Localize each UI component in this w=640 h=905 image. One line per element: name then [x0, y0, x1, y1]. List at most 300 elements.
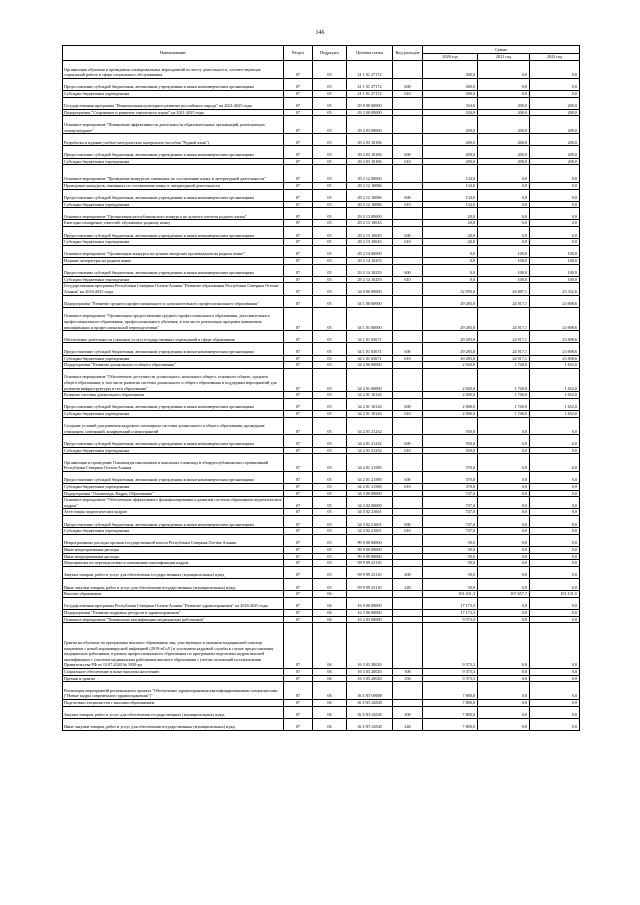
row-subsection: 05: [313, 553, 347, 560]
row-sum-2022: 0,0: [530, 208, 580, 220]
row-name: Предоставление субсидий бюджетным, автономным учреждениям и иным некоммерческим организациям: [63, 189, 284, 201]
row-sum-2022: 0,0: [530, 447, 580, 454]
header-expense-type: Вид расходов: [393, 46, 423, 61]
row-expense-type: 610: [393, 410, 423, 417]
row-expense-type: 200: [393, 566, 423, 578]
row-expense-type: 610: [393, 484, 423, 491]
row-section: 07: [284, 609, 313, 616]
row-sum-2020: 200,0: [423, 134, 478, 146]
table-row: [63, 509, 580, 516]
table-row: [63, 368, 580, 391]
row-name: Проведение конкурсов, связанных по составлению языку в литературной деятельности: [63, 182, 284, 189]
row-name: Предоставление субсидий бюджетным, автономным учреждениям и иным некоммерческим организациям: [63, 78, 284, 90]
row-sum-2022: 25 332,6: [530, 283, 580, 295]
row-sum-2022: 1 652,0: [530, 398, 580, 410]
row-section: 07: [284, 116, 313, 134]
row-subsection: 05: [313, 239, 347, 246]
row-section: 07: [284, 566, 313, 578]
row-sum-2022: 100,0: [530, 276, 580, 283]
row-expense-type: [393, 258, 423, 265]
row-subsection: 05: [313, 410, 347, 417]
row-expense-type: [393, 208, 423, 220]
table-row: [63, 547, 580, 554]
row-subsection: 06: [313, 616, 347, 623]
row-sum-2020: 50,0: [423, 578, 478, 590]
row-name: Развитие системы дошкольного образования: [63, 392, 284, 399]
row-sum-2020: 7 800,0: [423, 706, 478, 718]
row-expense-type: [393, 597, 423, 609]
row-subsection: 05: [313, 368, 347, 391]
row-subsection: 05: [313, 97, 347, 109]
row-sum-2020: 29 283,0: [423, 331, 478, 343]
table-row: [63, 343, 580, 355]
row-sum-2021: 200,0: [478, 109, 530, 116]
row-sum-2022: 0,0: [530, 553, 580, 560]
row-sum-2020: 2 000,0: [423, 410, 478, 417]
table-row: [63, 591, 580, 598]
row-sum-2022: 200,0: [530, 134, 580, 146]
row-name: Основное мероприятие "Организация республиканского конкурса на лучшего учителя родного языка": [63, 208, 284, 220]
row-subsection: 05: [313, 276, 347, 283]
row-expense-type: 600: [393, 343, 423, 355]
row-target: 34 3 02 21601: [347, 509, 393, 516]
row-subsection: 05: [313, 497, 347, 509]
row-target: 29 2 03 10186: [347, 146, 393, 158]
row-target: 29 2 13 10043: [347, 220, 393, 227]
row-sum-2020: 29 283,0: [423, 295, 478, 307]
table-row: [63, 239, 580, 246]
row-sum-2021: 1 740,0: [478, 392, 530, 399]
row-sum-2022: 0,0: [530, 165, 580, 183]
row-sum-2020: 134,0: [423, 201, 478, 208]
row-name: Аттестация педагогических кадров: [63, 509, 284, 516]
table-row: [63, 201, 580, 208]
row-sum-2020: 2 000,0: [423, 398, 478, 410]
row-subsection: 05: [313, 484, 347, 491]
row-target: 29 2 03 10186: [347, 158, 393, 165]
row-target: 99 0 00 00000: [347, 534, 393, 546]
row-name: Предоставление субсидий бюджетным, автономным учреждениям и иным некоммерческим организациям: [63, 264, 284, 276]
row-sum-2020: 2 920,0: [423, 368, 478, 391]
row-section: 07: [284, 220, 313, 227]
row-target: 16 3 03 20020: [347, 668, 393, 675]
row-target: 29 2 00 00000: [347, 109, 393, 116]
row-sum-2021: 0,0: [478, 609, 530, 616]
row-sum-2022: 0,0: [530, 682, 580, 700]
row-name: Премии и гранты: [63, 675, 284, 682]
row-section: 07: [284, 343, 313, 355]
row-subsection: 06: [313, 591, 347, 598]
row-expense-type: [393, 609, 423, 616]
row-section: 07: [284, 509, 313, 516]
row-subsection: 05: [313, 566, 347, 578]
row-expense-type: [393, 560, 423, 567]
row-sum-2020: 747,0: [423, 490, 478, 497]
row-target: 34 3 00 00000: [347, 490, 393, 497]
row-sum-2020: 20,0: [423, 220, 478, 227]
row-section: 07: [284, 97, 313, 109]
row-sum-2022: 0,0: [530, 566, 580, 578]
row-expense-type: 240: [393, 578, 423, 590]
row-sum-2022: 101 131,5: [530, 591, 580, 598]
row-section: 07: [284, 355, 313, 362]
table-row: [63, 227, 580, 239]
row-name: Иные непрограммные расходы: [63, 553, 284, 560]
row-target: 29 2 03 00000: [347, 116, 393, 134]
row-section: 07: [284, 699, 313, 706]
row-sum-2021: 200,0: [478, 158, 530, 165]
table-row: [63, 675, 580, 682]
row-subsection: 05: [313, 78, 347, 90]
row-sum-2022: 23 698,6: [530, 307, 580, 330]
row-name: Субсидии бюджетным учреждениям: [63, 90, 284, 97]
row-section: 07: [284, 239, 313, 246]
row-target: 29 2 03 10186: [347, 134, 393, 146]
row-section: 07: [284, 516, 313, 528]
row-expense-type: [393, 220, 423, 227]
row-subsection: 05: [313, 220, 347, 227]
row-section: 07: [284, 668, 313, 675]
table-row: [63, 447, 580, 454]
row-subsection: 05: [313, 201, 347, 208]
header-subsection: Подраздел: [313, 46, 347, 61]
row-sum-2020: 7 800,0: [423, 699, 478, 706]
row-expense-type: 240: [393, 718, 423, 730]
row-sum-2021: 0,0: [478, 220, 530, 227]
row-section: 07: [284, 534, 313, 546]
row-target: 34 2 01 21580: [347, 454, 393, 472]
row-target: 34 2 01 21232: [347, 447, 393, 454]
row-sum-2022: 23 698,6: [530, 355, 580, 362]
row-subsection: 05: [313, 578, 347, 590]
row-name: Подготовка специалистов с высшим образованием: [63, 699, 284, 706]
table-row: [63, 553, 580, 560]
row-expense-type: [393, 534, 423, 546]
table-row: [63, 134, 580, 146]
row-name: Государственная программа Республики Северная Осетия-Алания "Развитие образования Республики Северная Осетия-Алания" на 2016-2025 годы: [63, 283, 284, 295]
row-sum-2020: 370,0: [423, 484, 478, 491]
row-sum-2020: 0,0: [423, 245, 478, 257]
row-sum-2021: 100,0: [478, 264, 530, 276]
row-name: Основное мероприятие "Обеспечение доступности дошкольного, начального общего, основного общего, среднего общего образования, в том числе развития системы дошкольного и общего образования и поддержки мероприятий для развития инфраструктуры и сети образования": [63, 368, 284, 391]
row-name: Иные закупки товаров, работ и услуг для обеспечения государственных (муниципальных) нужд: [63, 718, 284, 730]
row-name: Реализация мероприятий регионального проекта "Обеспечение здравоохранения квалифицированными специалистами ("Новые кадры современного здравоохранения")": [63, 682, 284, 700]
row-sum-2021: 1 740,0: [478, 368, 530, 391]
row-expense-type: [393, 392, 423, 399]
row-subsection: 06: [313, 668, 347, 675]
row-expense-type: 600: [393, 146, 423, 158]
row-sum-2022: 0,0: [530, 239, 580, 246]
row-name: Субсидии бюджетным учреждениям: [63, 276, 284, 283]
row-sum-2022: 0,0: [530, 78, 580, 90]
row-subsection: 05: [313, 283, 347, 295]
row-expense-type: [393, 616, 423, 623]
row-section: 07: [284, 245, 313, 257]
row-sum-2020: 370,0: [423, 471, 478, 483]
row-sum-2021: 24 917,1: [478, 307, 530, 330]
row-name: Предоставление субсидий бюджетным, автономным учреждениям и иным некоммерческим организациям: [63, 471, 284, 483]
row-subsection: 05: [313, 355, 347, 362]
row-sum-2022: 0,0: [530, 528, 580, 535]
row-sum-2021: 0,0: [478, 484, 530, 491]
row-sum-2022: 1 652,0: [530, 368, 580, 391]
row-sum-2022: 0,0: [530, 61, 580, 79]
row-sum-2022: 0,0: [530, 578, 580, 590]
row-sum-2021: 107 657,7: [478, 591, 530, 598]
row-target: 29 0 00 00000: [347, 97, 393, 109]
row-expense-type: [393, 362, 423, 369]
row-name: Социальное обеспечение и иные выплаты населению: [63, 668, 284, 675]
table-row: [63, 534, 580, 546]
header-year-2020: 2020 год: [423, 54, 478, 61]
row-expense-type: [393, 182, 423, 189]
row-target: 34 2 01 00000: [347, 368, 393, 391]
row-name: Закупка товаров, работ и услуг для обеспечения государственных (муниципальных) нужд: [63, 706, 284, 718]
row-sum-2020: 747,0: [423, 497, 478, 509]
table-row: [63, 182, 580, 189]
row-subsection: 05: [313, 258, 347, 265]
row-expense-type: 600: [393, 471, 423, 483]
row-sum-2021: 24 917,1: [478, 355, 530, 362]
row-section: 07: [284, 331, 313, 343]
row-expense-type: 610: [393, 447, 423, 454]
row-section: 07: [284, 398, 313, 410]
row-target: 34 2 01 21580: [347, 471, 393, 483]
row-name: Подпрограмма "Сохранение и развитие этнического языка" на 2021-2025 годы: [63, 109, 284, 116]
table-row: [63, 165, 580, 183]
row-section: 07: [284, 454, 313, 472]
row-expense-type: [393, 97, 423, 109]
row-sum-2021: 1 740,0: [478, 398, 530, 410]
row-sum-2022: 1 652,0: [530, 410, 580, 417]
row-expense-type: [393, 553, 423, 560]
row-expense-type: [393, 682, 423, 700]
row-expense-type: 610: [393, 201, 423, 208]
row-subsection: 05: [313, 134, 347, 146]
row-sum-2022: 200,0: [530, 158, 580, 165]
row-target: 34 2 01 10126: [347, 410, 393, 417]
row-subsection: 06: [313, 609, 347, 616]
row-expense-type: 200: [393, 706, 423, 718]
row-sum-2021: 0,0: [478, 547, 530, 554]
row-target: 99 9 99 23110: [347, 566, 393, 578]
row-sum-2022: 200,0: [530, 109, 580, 116]
row-sum-2020: 20,0: [423, 208, 478, 220]
row-sum-2020: 300,0: [423, 61, 478, 79]
row-target: 29 2 12 10086: [347, 201, 393, 208]
table-row: [63, 245, 580, 257]
row-subsection: 05: [313, 447, 347, 454]
row-name: Предоставление субсидий бюджетным, автономным учреждениям и иным некоммерческим организациям: [63, 227, 284, 239]
row-sum-2022: 200,0: [530, 116, 580, 134]
row-sum-2020: 300,0: [423, 78, 478, 90]
row-sum-2021: 200,0: [478, 116, 530, 134]
table-row: [63, 362, 580, 369]
row-expense-type: [393, 61, 423, 79]
row-sum-2021: 0,0: [478, 516, 530, 528]
row-name: Субсидии бюджетным учреждениям: [63, 201, 284, 208]
row-section: 07: [284, 61, 313, 79]
row-expense-type: [393, 368, 423, 391]
row-subsection: 05: [313, 61, 347, 79]
row-target: 29 2 14 00000: [347, 245, 393, 257]
row-sum-2021: 0,0: [478, 78, 530, 90]
row-sum-2020: 0,0: [423, 264, 478, 276]
row-sum-2022: 200,0: [530, 97, 580, 109]
row-sum-2021: 26 687,1: [478, 283, 530, 295]
table-row: [63, 116, 580, 134]
row-sum-2021: 200,0: [478, 97, 530, 109]
row-sum-2021: 0,0: [478, 471, 530, 483]
row-expense-type: 600: [393, 227, 423, 239]
table-row: [63, 471, 580, 483]
row-sum-2021: 0,0: [478, 616, 530, 623]
row-sum-2022: 23 698,6: [530, 343, 580, 355]
row-section: 07: [284, 182, 313, 189]
row-sum-2020: 50,0: [423, 566, 478, 578]
budget-table-container: [62, 45, 579, 731]
row-sum-2020: 334,0: [423, 109, 478, 116]
row-sum-2021: 0,0: [478, 597, 530, 609]
row-sum-2020: 101 631,3: [423, 591, 478, 598]
row-subsection: 06: [313, 706, 347, 718]
row-section: 07: [284, 201, 313, 208]
row-target: 34 1 00 00000: [347, 295, 393, 307]
table-row: [63, 258, 580, 265]
row-section: 07: [284, 553, 313, 560]
table-row: [63, 276, 580, 283]
row-subsection: 05: [313, 362, 347, 369]
row-sum-2022: 100,0: [530, 258, 580, 265]
row-sum-2020: 29 283,0: [423, 343, 478, 355]
row-section: 07: [284, 435, 313, 447]
row-sum-2022: 100,0: [530, 245, 580, 257]
row-target: 34 2 01 10126: [347, 392, 393, 399]
row-expense-type: [393, 109, 423, 116]
row-target: 29 2 13 10043: [347, 227, 393, 239]
row-subsection: 05: [313, 471, 347, 483]
table-row: [63, 158, 580, 165]
row-name: Организация и проведение Олимпиады школьников и школьных олимпиад и общереспубликанских соревнований Республики Северная Осетия-Алания: [63, 454, 284, 472]
row-sum-2021: 0,0: [478, 623, 530, 669]
row-sum-2020: 20,0: [423, 239, 478, 246]
row-target: 29 2 13 10043: [347, 239, 393, 246]
row-section: 07: [284, 706, 313, 718]
row-name: Государственная программа Республики Северная Осетия-Алания "Развитие здравоохранения" на 2016-2025 годы: [63, 597, 284, 609]
row-name: Иные закупки товаров, работ и услуг для обеспечения государственных (муниципальных) нужд: [63, 578, 284, 590]
row-sum-2022: 0,0: [530, 616, 580, 623]
row-expense-type: [393, 547, 423, 554]
row-sum-2022: 0,0: [530, 706, 580, 718]
row-subsection: 05: [313, 435, 347, 447]
row-section: 07: [284, 264, 313, 276]
row-subsection: 05: [313, 182, 347, 189]
row-name: Ежегодно поощрение учителей, обучающих родному языку: [63, 220, 284, 227]
row-sum-2022: 0,0: [530, 417, 580, 435]
row-target: 29 2 14 10255: [347, 264, 393, 276]
row-section: 07: [284, 682, 313, 700]
page-number: 146: [315, 30, 325, 36]
row-sum-2020: 9 373,3: [423, 623, 478, 669]
table-row: [63, 435, 580, 447]
row-sum-2020: 7 800,0: [423, 682, 478, 700]
row-target: 34 3 02 00000: [347, 497, 393, 509]
row-sum-2022: 0,0: [530, 718, 580, 730]
row-target: 34 2 01 21232: [347, 435, 393, 447]
table-row: [63, 264, 580, 276]
row-subsection: 06: [313, 675, 347, 682]
row-expense-type: [393, 509, 423, 516]
table-row: [63, 497, 580, 509]
row-sum-2022: 0,0: [530, 699, 580, 706]
row-sum-2020: 134,0: [423, 182, 478, 189]
row-sum-2021: 1 740,0: [478, 410, 530, 417]
row-name: Иные непрограммные расходы: [63, 547, 284, 554]
row-section: 07: [284, 90, 313, 97]
row-subsection: 06: [313, 718, 347, 730]
row-sum-2022: 0,0: [530, 516, 580, 528]
row-sum-2022: 0,0: [530, 609, 580, 616]
row-subsection: 05: [313, 109, 347, 116]
row-sum-2022: 0,0: [530, 560, 580, 567]
row-expense-type: 600: [393, 516, 423, 528]
row-subsection: 05: [313, 560, 347, 567]
row-target: 99 9 99 23110: [347, 578, 393, 590]
row-expense-type: [393, 490, 423, 497]
row-sum-2020: 50,0: [423, 553, 478, 560]
row-section: 07: [284, 307, 313, 330]
row-sum-2022: 0,0: [530, 227, 580, 239]
row-name: Подпрограмма "Развитие дошкольного и общего образования": [63, 362, 284, 369]
row-name: Основное мероприятие "Организация предоставления среднего профессионального образования, дополнительного профессионального образования, профессионального обучения, в том числе реализация программ повышения квалификации и профессиональной переподготовки": [63, 307, 284, 330]
row-target: 34 2 01 21232: [347, 417, 393, 435]
row-name: Субсидии бюджетным учреждениям: [63, 355, 284, 362]
table-row: [63, 189, 580, 201]
row-expense-type: 610: [393, 528, 423, 535]
table-row: [63, 220, 580, 227]
row-sum-2021: 0,0: [478, 435, 530, 447]
row-name: Непрограммные расходы органов государственной власти Республики Северная Осетия-Алания: [63, 534, 284, 546]
row-expense-type: [393, 283, 423, 295]
row-section: 07: [284, 490, 313, 497]
table-row: [63, 392, 580, 399]
row-name: Субсидии бюджетным учреждениям: [63, 410, 284, 417]
table-row: [63, 109, 580, 116]
row-expense-type: [393, 591, 423, 598]
table-body: [63, 61, 580, 731]
row-section: 07: [284, 158, 313, 165]
row-sum-2021: 0,0: [478, 668, 530, 675]
row-sum-2022: 0,0: [530, 534, 580, 546]
row-sum-2022: 0,0: [530, 668, 580, 675]
row-expense-type: [393, 295, 423, 307]
row-sum-2020: 550,0: [423, 435, 478, 447]
row-target: 34 1 01 03671: [347, 355, 393, 362]
header-target: Целевая статья: [347, 46, 393, 61]
row-target: 29 2 13 00000: [347, 208, 393, 220]
row-target: 99 9 99 00000: [347, 553, 393, 560]
row-sum-2020: 0,0: [423, 258, 478, 265]
row-sum-2020: 32 950,0: [423, 283, 478, 295]
table-row: [63, 355, 580, 362]
row-expense-type: 610: [393, 276, 423, 283]
row-subsection: 05: [313, 516, 347, 528]
row-sum-2021: 200,0: [478, 134, 530, 146]
row-name: Основное мероприятие "Повышение квалификации медицинских работников": [63, 616, 284, 623]
row-target: 29 2 12 00000: [347, 165, 393, 183]
row-sum-2020: 29 283,0: [423, 307, 478, 330]
row-section: 07: [284, 208, 313, 220]
